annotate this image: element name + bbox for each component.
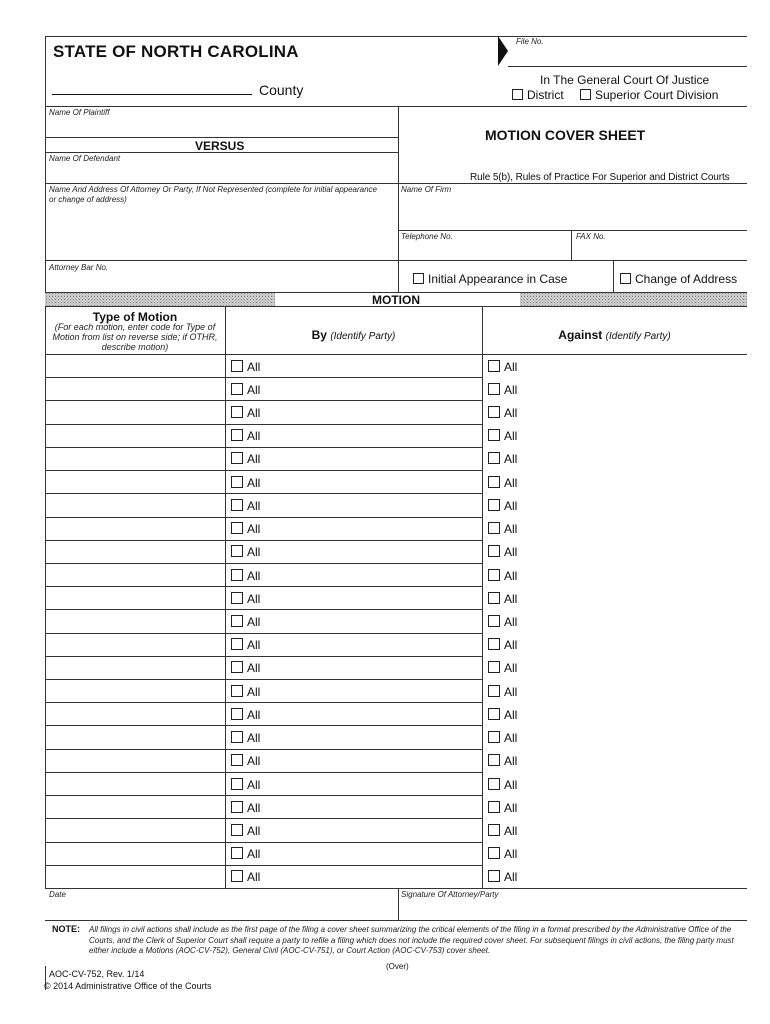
against-all-checkbox[interactable] bbox=[488, 778, 517, 792]
versus-line bbox=[45, 152, 398, 153]
by-all-checkbox[interactable] bbox=[231, 615, 260, 629]
type-of-motion-cell[interactable] bbox=[46, 819, 224, 840]
by-all-label: All bbox=[247, 661, 261, 675]
superior-checkbox-box[interactable] bbox=[580, 89, 591, 100]
against-all-label: All bbox=[504, 522, 518, 536]
against-all-checkbox-box[interactable] bbox=[488, 685, 500, 697]
against-all-checkbox[interactable] bbox=[488, 383, 517, 397]
against-all-label: All bbox=[504, 847, 518, 861]
superior-checkbox[interactable] bbox=[580, 88, 718, 102]
type-of-motion-cell[interactable] bbox=[46, 471, 224, 492]
by-all-checkbox-box[interactable] bbox=[231, 685, 243, 697]
district-checkbox-box[interactable] bbox=[512, 89, 523, 100]
against-all-label: All bbox=[504, 870, 518, 884]
against-heading bbox=[482, 328, 747, 342]
motion-bar-shading-left bbox=[45, 292, 275, 306]
signature-bottom-line bbox=[45, 920, 747, 921]
by-all-checkbox-box[interactable] bbox=[231, 592, 243, 604]
change-address-checkbox[interactable] bbox=[620, 272, 737, 286]
type-of-motion-cell[interactable] bbox=[46, 378, 224, 399]
initial-appearance-checkbox[interactable] bbox=[413, 272, 567, 286]
against-all-checkbox-box[interactable] bbox=[488, 778, 500, 790]
by-all-checkbox-box[interactable] bbox=[231, 870, 243, 882]
phone-fax-divider bbox=[571, 230, 572, 260]
against-all-checkbox[interactable] bbox=[488, 522, 517, 536]
against-all-label: All bbox=[504, 661, 518, 675]
by-all-checkbox[interactable] bbox=[231, 452, 260, 466]
by-all-label: All bbox=[247, 360, 261, 374]
against-all-checkbox-box[interactable] bbox=[488, 638, 500, 650]
by-all-checkbox-box[interactable] bbox=[231, 406, 243, 418]
by-all-label: All bbox=[247, 476, 261, 490]
note-text: All filings in civil actions shall include as the first page of the filing a cover sheet summarizing the critical elements of the filing in a format prescribed by the Administrative Office of the Courts, and the Clerk of Superior Court shall require a party to refile a filing which does not include the required cover sheet. For subsequent filings in civil actions, the filing party must either include a Motions (AOC-CV-752), General Civil (AOC-CV-751), or Court Action (AOC-CV-753) cover sheet. bbox=[89, 925, 734, 955]
against-all-checkbox-box[interactable] bbox=[488, 708, 500, 720]
type-of-motion-cell[interactable] bbox=[46, 564, 224, 585]
by-all-checkbox-box[interactable] bbox=[231, 615, 243, 627]
by-note: (Identify Party) bbox=[330, 331, 396, 342]
by-all-label: All bbox=[247, 847, 261, 861]
by-all-checkbox[interactable] bbox=[231, 522, 260, 536]
note-label: NOTE: bbox=[52, 924, 80, 934]
footer-left-line bbox=[45, 966, 46, 990]
type-of-motion-note: (For each motion, enter code for Type of Motion from list on reverse side; if OTHR, describe motion) bbox=[52, 322, 218, 352]
against-all-checkbox[interactable] bbox=[488, 569, 517, 583]
by-all-checkbox[interactable] bbox=[231, 731, 260, 745]
by-all-label: All bbox=[247, 406, 261, 420]
type-of-motion-cell[interactable] bbox=[46, 843, 224, 864]
county-input-line[interactable] bbox=[52, 94, 252, 95]
against-all-checkbox-box[interactable] bbox=[488, 476, 500, 488]
type-of-motion-cell[interactable] bbox=[46, 796, 224, 817]
file-no-underline bbox=[508, 66, 747, 67]
against-all-checkbox[interactable] bbox=[488, 754, 517, 768]
by-all-checkbox[interactable] bbox=[231, 870, 260, 884]
by-all-checkbox-box[interactable] bbox=[231, 708, 243, 720]
by-all-checkbox-box[interactable] bbox=[231, 569, 243, 581]
against-all-label: All bbox=[504, 824, 518, 838]
by-all-checkbox-box[interactable] bbox=[231, 476, 243, 488]
by-all-label: All bbox=[247, 731, 261, 745]
type-of-motion-cell[interactable] bbox=[46, 401, 224, 422]
court-label: In The General Court Of Justice bbox=[540, 73, 710, 87]
by-all-checkbox[interactable] bbox=[231, 476, 260, 490]
bar-divider bbox=[398, 260, 399, 292]
against-all-checkbox[interactable] bbox=[488, 406, 517, 420]
by-all-checkbox-box[interactable] bbox=[231, 824, 243, 836]
by-all-checkbox-box[interactable] bbox=[231, 801, 243, 813]
type-of-motion-cell[interactable] bbox=[46, 448, 224, 469]
initial-appearance-box[interactable] bbox=[413, 273, 424, 284]
by-all-checkbox[interactable] bbox=[231, 545, 260, 559]
by-all-checkbox[interactable] bbox=[231, 592, 260, 606]
by-all-checkbox-box[interactable] bbox=[231, 429, 243, 441]
against-all-checkbox[interactable] bbox=[488, 499, 517, 513]
type-of-motion-cell[interactable] bbox=[46, 355, 224, 376]
attorney-name-address-label: Name And Address Of Attorney Or Party, If Not Represented (complete for initial appearance or change of address) bbox=[49, 185, 378, 204]
against-all-checkbox-box[interactable] bbox=[488, 406, 500, 418]
by-all-checkbox-box[interactable] bbox=[231, 383, 243, 395]
by-all-label: All bbox=[247, 824, 261, 838]
district-checkbox[interactable] bbox=[512, 88, 564, 102]
by-all-checkbox-box[interactable] bbox=[231, 847, 243, 859]
change-address-label: Change of Address bbox=[635, 272, 738, 286]
top-border bbox=[45, 36, 747, 37]
county-label: County bbox=[259, 82, 304, 98]
signature-top-line bbox=[45, 888, 747, 889]
by-all-checkbox[interactable] bbox=[231, 429, 260, 443]
by-all-checkbox[interactable] bbox=[231, 360, 260, 374]
against-all-checkbox[interactable] bbox=[488, 870, 517, 884]
against-all-label: All bbox=[504, 615, 518, 629]
against-all-checkbox[interactable] bbox=[488, 615, 517, 629]
by-all-checkbox[interactable] bbox=[231, 778, 260, 792]
signature-divider bbox=[398, 888, 399, 920]
firm-label: Name Of Firm bbox=[401, 185, 452, 194]
change-address-box[interactable] bbox=[620, 273, 631, 284]
by-all-label: All bbox=[247, 870, 261, 884]
against-all-checkbox[interactable] bbox=[488, 801, 517, 815]
by-all-label: All bbox=[247, 615, 261, 629]
by-all-checkbox[interactable] bbox=[231, 824, 260, 838]
against-all-checkbox[interactable] bbox=[488, 592, 517, 606]
by-all-checkbox[interactable] bbox=[231, 383, 260, 397]
against-all-label: All bbox=[504, 638, 518, 652]
defendant-label: Name Of Defendant bbox=[49, 154, 121, 163]
by-all-label: All bbox=[247, 754, 261, 768]
by-all-checkbox-box[interactable] bbox=[231, 545, 243, 557]
by-all-checkbox[interactable] bbox=[231, 406, 260, 420]
against-all-checkbox-box[interactable] bbox=[488, 499, 500, 511]
copyright: © 2014 Administrative Office of the Courts bbox=[44, 981, 212, 991]
by-all-label: All bbox=[247, 545, 261, 559]
district-label: District bbox=[527, 88, 564, 102]
against-all-label: All bbox=[504, 801, 518, 815]
type-of-motion-cell[interactable] bbox=[46, 587, 224, 608]
by-all-label: All bbox=[247, 592, 261, 606]
by-all-label: All bbox=[247, 383, 261, 397]
against-all-checkbox-box[interactable] bbox=[488, 522, 500, 534]
superior-label: Superior Court Division bbox=[595, 88, 719, 102]
against-all-label: All bbox=[504, 592, 518, 606]
against-all-checkbox-box[interactable] bbox=[488, 615, 500, 627]
by-all-checkbox[interactable] bbox=[231, 638, 260, 652]
fax-label: FAX No. bbox=[576, 232, 606, 241]
against-all-checkbox[interactable] bbox=[488, 708, 517, 722]
against-all-label: All bbox=[504, 452, 518, 466]
by-all-checkbox[interactable] bbox=[231, 499, 260, 513]
against-all-checkbox[interactable] bbox=[488, 638, 517, 652]
against-all-checkbox[interactable] bbox=[488, 476, 517, 490]
by-label: By bbox=[311, 328, 327, 342]
bar-no-label: Attorney Bar No. bbox=[49, 263, 109, 272]
type-of-motion-cell[interactable] bbox=[46, 657, 224, 678]
by-all-checkbox-box[interactable] bbox=[231, 522, 243, 534]
parties-bottom-line bbox=[45, 183, 747, 184]
against-all-label: All bbox=[504, 499, 518, 513]
against-all-label: All bbox=[504, 476, 518, 490]
against-all-label: All bbox=[504, 778, 518, 792]
type-of-motion-cell[interactable] bbox=[46, 750, 224, 771]
against-all-checkbox-box[interactable] bbox=[488, 801, 500, 813]
against-all-checkbox[interactable] bbox=[488, 685, 517, 699]
over-label: (Over) bbox=[386, 962, 409, 971]
by-all-checkbox[interactable] bbox=[231, 847, 260, 861]
type-column-divider bbox=[225, 306, 226, 888]
attorney-bottom-line bbox=[45, 260, 747, 261]
type-of-motion-cell[interactable] bbox=[46, 703, 224, 724]
file-no-arrow-icon bbox=[498, 36, 508, 66]
by-all-checkbox-box[interactable] bbox=[231, 499, 243, 511]
against-all-checkbox-box[interactable] bbox=[488, 360, 500, 372]
appearance-divider bbox=[613, 260, 614, 292]
by-all-checkbox[interactable] bbox=[231, 708, 260, 722]
type-of-motion-cell[interactable] bbox=[46, 726, 224, 747]
against-all-checkbox-box[interactable] bbox=[488, 429, 500, 441]
against-all-checkbox-box[interactable] bbox=[488, 545, 500, 557]
type-of-motion-cell[interactable] bbox=[46, 518, 224, 539]
against-all-checkbox[interactable] bbox=[488, 847, 517, 861]
by-all-label: All bbox=[247, 499, 261, 513]
form-number: AOC-CV-752, Rev. 1/14 bbox=[49, 969, 145, 979]
against-all-checkbox-box[interactable] bbox=[488, 592, 500, 604]
date-label: Date bbox=[49, 890, 66, 899]
motion-bar-shading-right bbox=[520, 292, 747, 306]
by-all-checkbox-box[interactable] bbox=[231, 360, 243, 372]
against-all-checkbox[interactable] bbox=[488, 429, 517, 443]
against-all-checkbox[interactable] bbox=[488, 731, 517, 745]
type-of-motion-cell[interactable] bbox=[46, 610, 224, 631]
initial-appearance-label: Initial Appearance in Case bbox=[428, 272, 568, 286]
against-all-label: All bbox=[504, 754, 518, 768]
against-all-label: All bbox=[504, 569, 518, 583]
by-against-divider bbox=[482, 306, 483, 888]
by-all-checkbox[interactable] bbox=[231, 801, 260, 815]
against-all-label: All bbox=[504, 406, 518, 420]
by-all-checkbox[interactable] bbox=[231, 754, 260, 768]
by-all-label: All bbox=[247, 569, 261, 583]
by-all-checkbox-box[interactable] bbox=[231, 731, 243, 743]
against-all-checkbox[interactable] bbox=[488, 661, 517, 675]
against-all-label: All bbox=[504, 360, 518, 374]
telephone-label: Telephone No. bbox=[401, 232, 453, 241]
by-all-label: All bbox=[247, 429, 261, 443]
by-all-checkbox-box[interactable] bbox=[231, 778, 243, 790]
against-all-label: All bbox=[504, 731, 518, 745]
by-all-label: All bbox=[247, 522, 261, 536]
plaintiff-line bbox=[45, 137, 398, 138]
against-all-checkbox-box[interactable] bbox=[488, 452, 500, 464]
by-all-label: All bbox=[247, 452, 261, 466]
rule-label: Rule 5(b), Rules of Practice For Superior and District Courts bbox=[470, 172, 730, 183]
against-all-checkbox[interactable] bbox=[488, 545, 517, 559]
type-of-motion-cell[interactable] bbox=[46, 634, 224, 655]
firm-bottom-line bbox=[398, 230, 747, 231]
against-all-checkbox[interactable] bbox=[488, 452, 517, 466]
file-no-label: File No. bbox=[516, 37, 544, 46]
plaintiff-label: Name Of Plaintiff bbox=[49, 108, 110, 117]
against-all-checkbox-box[interactable] bbox=[488, 661, 500, 673]
type-of-motion-cell[interactable] bbox=[46, 494, 224, 515]
signature-label: Signature Of Attorney/Party bbox=[401, 890, 499, 899]
against-all-label: All bbox=[504, 429, 518, 443]
by-all-checkbox-box[interactable] bbox=[231, 452, 243, 464]
against-all-checkbox-box[interactable] bbox=[488, 731, 500, 743]
against-all-label: All bbox=[504, 545, 518, 559]
against-all-label: All bbox=[504, 708, 518, 722]
by-all-checkbox-box[interactable] bbox=[231, 661, 243, 673]
against-all-checkbox-box[interactable] bbox=[488, 383, 500, 395]
by-all-checkbox[interactable] bbox=[231, 569, 260, 583]
state-title: STATE OF NORTH CAROLINA bbox=[53, 42, 299, 61]
header-divider bbox=[45, 106, 747, 107]
by-all-checkbox-box[interactable] bbox=[231, 638, 243, 650]
against-all-label: All bbox=[504, 383, 518, 397]
against-all-checkbox-box[interactable] bbox=[488, 847, 500, 859]
against-all-checkbox[interactable] bbox=[488, 360, 517, 374]
against-all-checkbox-box[interactable] bbox=[488, 754, 500, 766]
by-all-checkbox[interactable] bbox=[231, 661, 260, 675]
by-all-label: All bbox=[247, 708, 261, 722]
by-all-label: All bbox=[247, 801, 261, 815]
by-all-checkbox[interactable] bbox=[231, 685, 260, 699]
against-all-checkbox-box[interactable] bbox=[488, 569, 500, 581]
motion-cover-sheet-title: MOTION COVER SHEET bbox=[485, 127, 646, 143]
type-of-motion-cell[interactable] bbox=[46, 866, 224, 887]
type-of-motion-heading: Type of Motion bbox=[92, 310, 178, 324]
against-all-label: All bbox=[504, 685, 518, 699]
against-label: Against bbox=[558, 328, 603, 342]
versus-label: VERSUS bbox=[195, 139, 245, 153]
motion-section-title: MOTION bbox=[372, 293, 420, 307]
against-all-checkbox-box[interactable] bbox=[488, 870, 500, 882]
type-of-motion-cell[interactable] bbox=[46, 425, 224, 446]
against-all-checkbox[interactable] bbox=[488, 824, 517, 838]
against-note: (Identify Party) bbox=[605, 331, 671, 342]
by-all-label: All bbox=[247, 778, 261, 792]
type-of-motion-cell[interactable] bbox=[46, 773, 224, 794]
by-all-label: All bbox=[247, 685, 261, 699]
against-all-checkbox-box[interactable] bbox=[488, 824, 500, 836]
type-of-motion-cell[interactable] bbox=[46, 680, 224, 701]
by-all-checkbox-box[interactable] bbox=[231, 754, 243, 766]
type-of-motion-cell[interactable] bbox=[46, 541, 224, 562]
by-heading bbox=[225, 328, 482, 342]
by-all-label: All bbox=[247, 638, 261, 652]
